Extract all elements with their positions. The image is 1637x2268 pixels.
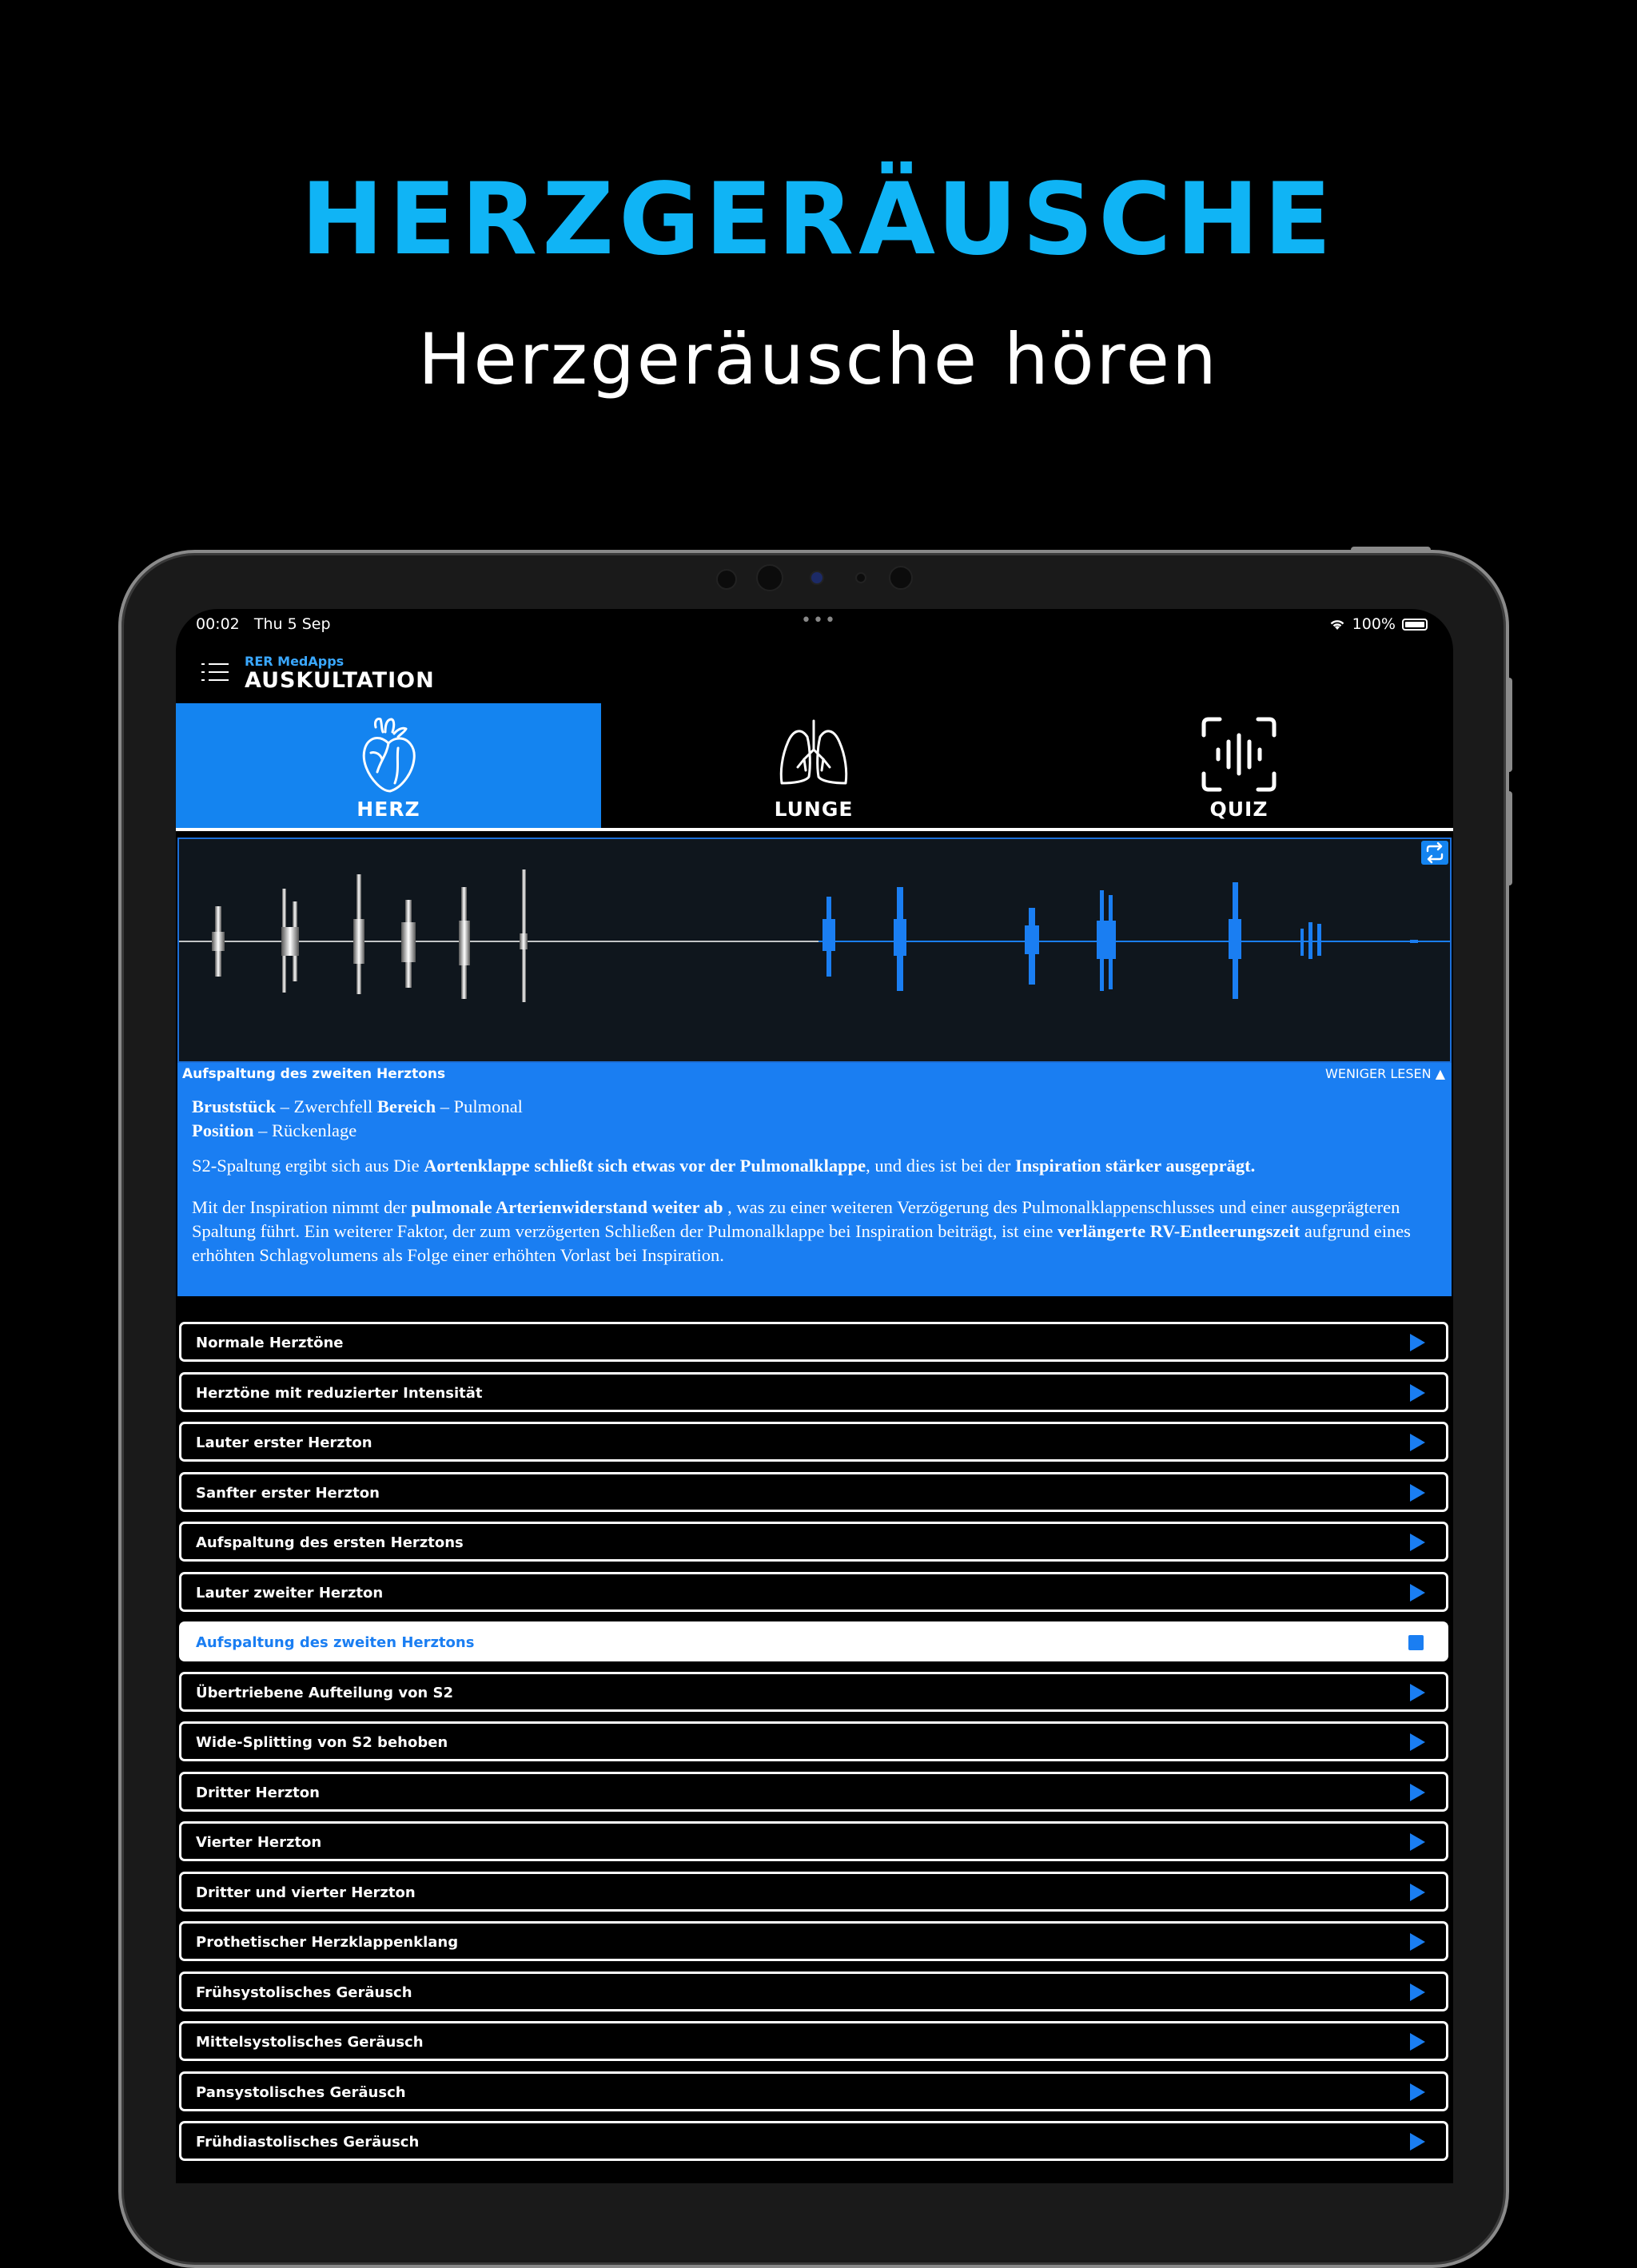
sound-list-item[interactable] xyxy=(179,1972,1448,2011)
sound-list-item[interactable] xyxy=(179,2021,1448,2061)
quiz-audio-icon xyxy=(1199,714,1279,794)
play-icon[interactable] xyxy=(1410,1784,1425,1801)
sound-list-item[interactable] xyxy=(179,1322,1448,1362)
waveform-graphic xyxy=(179,839,1450,1061)
battery-percent: 100% xyxy=(1352,615,1396,633)
play-icon[interactable] xyxy=(1410,1884,1425,1901)
current-sound-title: Aufspaltung des zweiten Herztons xyxy=(182,1066,446,1082)
sound-list-item[interactable] xyxy=(179,1821,1448,1861)
lungs-icon xyxy=(774,714,854,791)
sensor xyxy=(855,572,866,583)
sensor xyxy=(716,569,737,590)
app-brand: RER MedApps xyxy=(245,654,345,669)
wifi-icon xyxy=(1328,618,1346,631)
status-date: Thu 5 Sep xyxy=(253,615,331,633)
sound-description xyxy=(192,1095,1439,1267)
play-icon[interactable] xyxy=(1410,1334,1425,1351)
play-icon[interactable] xyxy=(1410,1733,1425,1751)
promo-subheadline: Herzgeräusche hören xyxy=(418,318,1219,400)
sound-list-item-label: Herztöne mit reduzierter Intensität xyxy=(196,1384,483,1402)
sound-list-item[interactable] xyxy=(179,2071,1448,2111)
sound-list-item-label: Frühdiastolisches Geräusch xyxy=(196,2134,420,2151)
sound-list-item-label: Prothetischer Herzklappenklang xyxy=(196,1934,459,1951)
tab-quiz-label: QUIZ xyxy=(1209,798,1269,821)
sound-list-item[interactable] xyxy=(179,1621,1448,1661)
play-icon[interactable] xyxy=(1410,2083,1425,2101)
sound-list-item-label: Frühsystolisches Geräusch xyxy=(196,1984,412,2001)
sensor xyxy=(756,564,783,591)
sound-list-item[interactable] xyxy=(179,1872,1448,1912)
sound-list-item[interactable] xyxy=(179,1721,1448,1761)
sound-list-item-label: Pansystolisches Geräusch xyxy=(196,2083,406,2101)
sound-list-item-label: Lauter zweiter Herzton xyxy=(196,1584,384,1602)
tab-lunge-label: LUNGE xyxy=(774,798,854,821)
play-icon[interactable] xyxy=(1410,1584,1425,1602)
sound-list-item-label: Wide-Splitting von S2 behoben xyxy=(196,1734,448,1751)
sound-list-item[interactable] xyxy=(179,1772,1448,1812)
waveform-display[interactable] xyxy=(177,838,1452,1063)
status-time: 00:02 xyxy=(196,615,240,633)
sound-list-item-label: Mittelsystolisches Geräusch xyxy=(196,2034,424,2051)
menu-list-icon[interactable] xyxy=(201,662,229,684)
description-paragraph: S2-Spaltung ergibt sich aus Die Aortenklappe schließt sich etwas vor der Pulmonalklappe, und dies ist bei der Inspiration stärker ausgeprägt. xyxy=(192,1156,1256,1176)
play-icon[interactable] xyxy=(1410,1833,1425,1851)
sound-list-item-label: Sanfter erster Herzton xyxy=(196,1484,380,1502)
play-icon[interactable] xyxy=(1410,2033,1425,2051)
sound-list-item[interactable] xyxy=(179,1472,1448,1512)
status-right xyxy=(1328,615,1428,633)
play-icon[interactable] xyxy=(1410,1933,1425,1951)
description-paragraph: Mit der Inspiration nimmt der pulmonale Arterienwiderstand weiter ab , was zu einer weiteren Verzögerung des Pulmonalklappenschlusses und einer ausgeprägteren Spaltung führt. Ein weiterer Faktor, der zum verzögerten Schließen der Pulmonalklappe bei Inspiration beiträgt, ist eine verlängerte RV-Entleerungszeit aufgrund eines erhöhten Schlagvolumens als Folge einer erhöhten Vorlast bei Inspiration. xyxy=(192,1197,1411,1265)
sound-list-item-label: Vierter Herzton xyxy=(196,1834,322,1851)
sound-list-item[interactable] xyxy=(179,1522,1448,1562)
tab-quiz[interactable] xyxy=(1026,703,1452,828)
app-header xyxy=(176,644,1453,695)
sound-list-item[interactable] xyxy=(179,1921,1448,1961)
status-bar xyxy=(176,609,1453,638)
play-icon[interactable] xyxy=(1410,1534,1425,1551)
sound-list-item[interactable] xyxy=(179,1422,1448,1462)
sound-list-item-label: Übertriebene Aufteilung von S2 xyxy=(196,1684,454,1701)
detail-line: Position – Rückenlage xyxy=(192,1120,357,1140)
status-time-date xyxy=(196,615,331,633)
read-less-toggle[interactable]: WENIGER LESEN ▲ xyxy=(1325,1066,1445,1081)
tab-herz-label: HERZ xyxy=(356,798,420,821)
app-screen xyxy=(176,609,1453,2183)
play-icon[interactable] xyxy=(1410,1684,1425,1701)
play-icon[interactable] xyxy=(1410,2133,1425,2151)
sound-list-item[interactable] xyxy=(179,2121,1448,2161)
sound-list-item[interactable] xyxy=(179,1672,1448,1712)
promo-headline: HERZGERÄUSCHE xyxy=(301,162,1336,277)
play-icon[interactable] xyxy=(1410,1984,1425,2001)
app-title: AUSKULTATION xyxy=(245,668,435,693)
multitasking-dots-icon[interactable]: ••• xyxy=(801,611,837,631)
battery-icon xyxy=(1402,619,1428,631)
sound-list-item-label: Dritter Herzton xyxy=(196,1784,320,1801)
sound-list-item-label: Lauter erster Herzton xyxy=(196,1434,372,1451)
play-icon[interactable] xyxy=(1410,1484,1425,1502)
sound-list-item-label: Aufspaltung des zweiten Herztons xyxy=(196,1634,475,1651)
heart-icon xyxy=(356,714,420,794)
sound-list-item[interactable] xyxy=(179,1572,1448,1612)
sound-list-item-label: Dritter und vierter Herzton xyxy=(196,1884,416,1901)
play-icon[interactable] xyxy=(1410,1434,1425,1451)
sound-list-item[interactable] xyxy=(179,1372,1448,1412)
sensor xyxy=(889,566,913,590)
front-camera-icon xyxy=(810,571,824,585)
sound-list-item-label: Normale Herztöne xyxy=(196,1335,344,1351)
detail-line: Bruststück – Zwerchfell Bereich – Pulmonal xyxy=(192,1096,523,1116)
stop-icon[interactable] xyxy=(1408,1635,1424,1650)
sound-description-panel xyxy=(177,1063,1452,1296)
sound-list-item-label: Aufspaltung des ersten Herztons xyxy=(196,1534,464,1551)
repeat-icon[interactable] xyxy=(1421,841,1448,865)
play-icon[interactable] xyxy=(1410,1384,1425,1402)
tab-lunge[interactable] xyxy=(601,703,1026,828)
tab-bar xyxy=(176,703,1453,831)
tab-herz[interactable] xyxy=(176,703,601,828)
